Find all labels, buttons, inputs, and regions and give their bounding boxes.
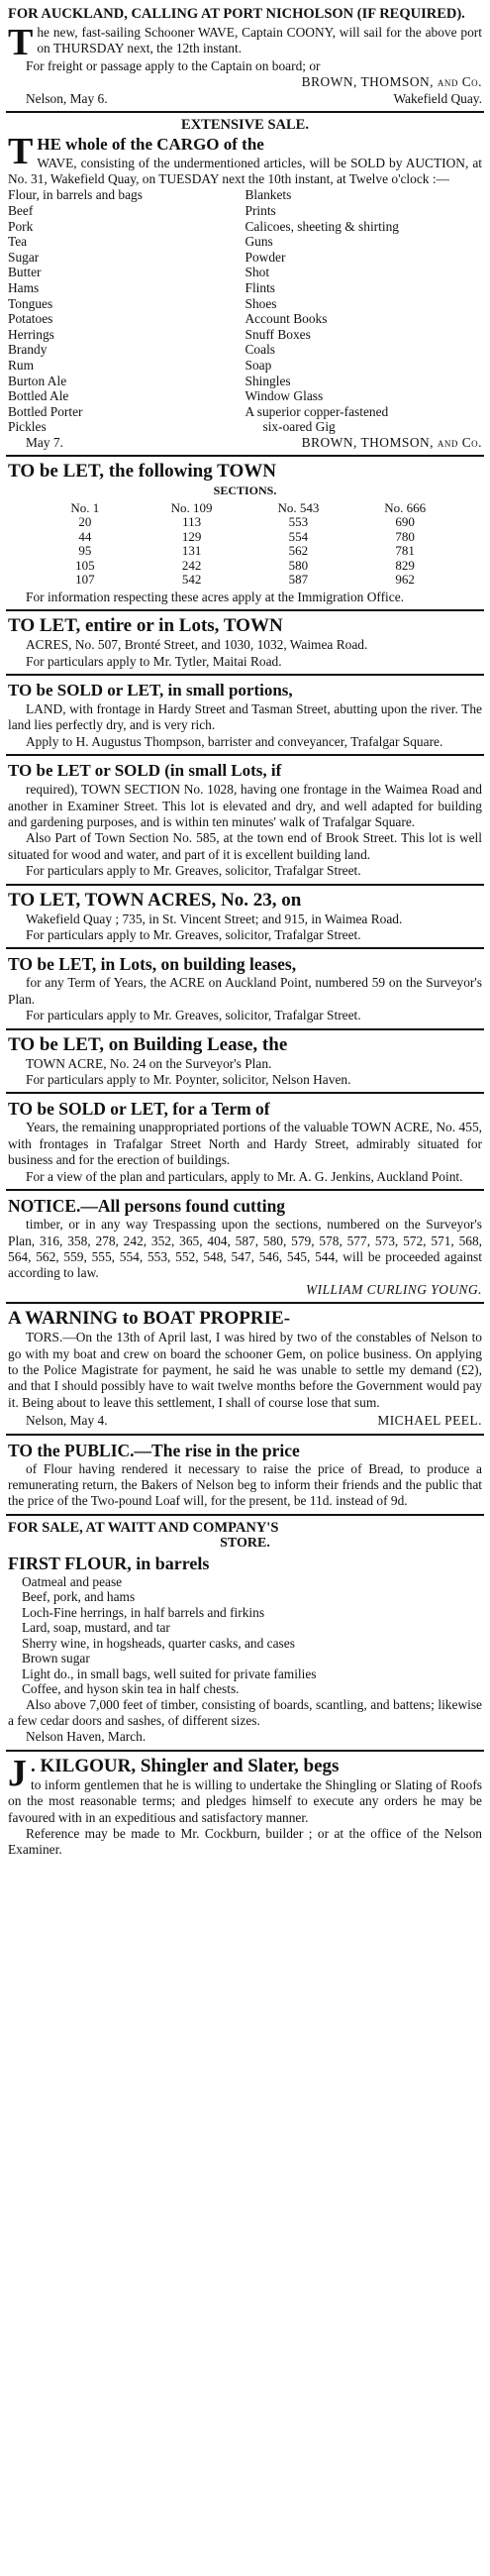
list-item: Prints — [245, 203, 276, 219]
ad-headline: TO LET, TOWN ACRES, No. 23, on — [8, 889, 302, 911]
table-header: No. 1 — [70, 499, 100, 515]
ad-headline: A WARNING to BOAT PROPRIE- — [8, 1308, 291, 1330]
ad-notice-trespass — [6, 1191, 484, 1302]
ad-apply: For particulars apply to Mr. Greaves, solicitor, Trafalgar Street. — [26, 927, 361, 943]
ad-place-date: Nelson, May 4. — [26, 1413, 108, 1429]
list-item: Rum — [8, 357, 35, 373]
ad-waitt-store — [6, 1516, 484, 1750]
ad-also: Also above 7,000 feet of timber, consisting of boards, scantling, and battens; likewise a few cedar doors and sashes, of different sizes. — [8, 1696, 482, 1728]
list-item: Shot — [245, 265, 270, 280]
goods-list — [8, 1574, 482, 1697]
ad-body: of Flour having rendered it necessary to raise the price of Bread, to produce a remunerating return, the Bakers of Nelson beg to inform their friends and the public that the price of the Two-pound Loaf will, for the present, be 11d. instead of 9d. — [8, 1460, 482, 1509]
ad-headline: NOTICE.—All persons found cutting — [8, 1196, 286, 1217]
list-item: Blankets — [245, 187, 292, 203]
ad-signature: MICHAEL PEEL. — [377, 1413, 482, 1429]
table-cell: 20 — [78, 514, 92, 530]
table-cell: 113 — [182, 514, 202, 530]
table-cell: 542 — [181, 572, 202, 588]
table-cell: 95 — [78, 543, 92, 559]
table-cell: 587 — [288, 572, 309, 588]
ad-headline: TO be LET, in Lots, on building leases, — [8, 954, 297, 975]
table-header: No. 543 — [277, 499, 320, 515]
list-item: Pickles — [8, 419, 47, 435]
ad-apply: For particulars apply to Mr. Tytler, Maitai Road. — [26, 653, 282, 669]
ad-body: WAVE, consisting of the undermentioned articles, will be SOLD by AUCTION, at No. 31, Wakefield Quay, on TUESDAY next the 10th instant, at Twelve o'clock :— — [8, 155, 482, 187]
cargo-list-left — [8, 187, 245, 435]
ad-headline: TO be SOLD or LET, for a Term of — [8, 1099, 270, 1120]
table-cell: 829 — [395, 557, 415, 573]
ad-body: for any Term of Years, the ACRE on Auckland Point, numbered 59 on the Surveyor's Plan. — [8, 975, 482, 1007]
ad-headline: TO be LET or SOLD (in small Lots, if — [8, 761, 282, 781]
ad-apply: For particulars apply to Mr. Poynter, solicitor, Nelson Haven. — [26, 1072, 351, 1088]
ad-headline: TO be SOLD or LET, in small portions, — [8, 680, 293, 699]
ad-freight: For freight or passage apply to the Captain on board; or — [26, 58, 321, 73]
table-cell: 780 — [395, 528, 415, 544]
ad-extensive-sale — [6, 113, 484, 455]
ad-body: LAND, with frontage in Hardy Street and Tasman Street, abutting upon the river. The land lies perfectly dry, and is very rich. — [8, 700, 482, 733]
list-item: Flints — [245, 280, 276, 295]
ad-body: timber, or in any way Trespassing upon the sections, numbered on the Surveyor's Plan, 316, 358, 278, 242, 352, 365, 404, 587, 580, 579, 578, 577, 573, 572, 571, 568, 564, 562, 559, 555, 554, 553, 552, 548, 547, 546, 545, 544, will be proceeded against according to law. — [8, 1217, 482, 1281]
list-item: Hams — [8, 280, 40, 295]
table-cell: 44 — [78, 528, 92, 544]
list-item: Coals — [245, 342, 276, 358]
table-cell: 580 — [288, 557, 309, 573]
list-item: Shingles — [245, 373, 291, 388]
ad-place-date: Nelson Haven, March. — [26, 1729, 147, 1745]
list-item: Coffee, and hyson skin tea in half chests. — [22, 1681, 240, 1697]
ad-body: he new, fast-sailing Schooner WAVE, Captain COONY, will sail for the above port on THURSDAY next, the 12th instant. — [37, 25, 482, 56]
list-item: Brandy — [8, 342, 48, 358]
ad-date: May 7. — [26, 434, 63, 450]
ad-body: TOWN ACRE, No. 24 on the Surveyor's Plan. — [26, 1055, 272, 1071]
list-item: six-oared Gig — [262, 419, 336, 435]
ad-apply: For particulars apply to Mr. Greaves, solicitor, Trafalgar Street. — [26, 863, 361, 879]
ad-body: ACRES, No. 507, Bronté Street, and 1030, 1032, Waimea Road. — [26, 637, 368, 653]
ad-building-lease — [6, 1030, 484, 1093]
sections-table — [32, 501, 458, 588]
list-item: Brown sugar — [22, 1651, 90, 1666]
ad-to-the-public — [6, 1436, 484, 1514]
ad-warning-boat — [6, 1304, 484, 1433]
ad-body: Wakefield Quay ; 735, in St. Vincent Street; and 915, in Waimea Road. — [26, 911, 403, 926]
ad-headline: . KILGOUR, Shingler and Slater, begs — [31, 1755, 340, 1776]
list-item: Account Books — [245, 311, 328, 327]
table-cell: 129 — [181, 528, 202, 544]
list-item: Sugar — [8, 249, 40, 265]
ad-apply: Apply to H. Augustus Thompson, barrister and conveyancer, Trafalgar Square. — [26, 733, 443, 749]
drop-cap: J — [8, 1752, 27, 1794]
ad-signature: WILLIAM CURLING YOUNG. — [305, 1281, 482, 1297]
ad-reference: Reference may be made to Mr. Cockburn, builder ; or at the office of the Nelson Examiner. — [8, 1826, 482, 1858]
ad-kilgour-shingler — [6, 1752, 484, 1863]
list-item: Calicoes, sheeting & shirting — [245, 218, 399, 234]
ad-body: to inform gentlemen that he is willing to undertake the Shingling or Slating of Roofs on the most reasonable terms; and pledges himself to execute any orders he may be favoured with in an expeditious and satisfactory manner. — [8, 1776, 482, 1825]
list-item: Bottled Porter — [8, 403, 83, 419]
cargo-list — [8, 187, 482, 435]
ad-term-of-years — [6, 1094, 484, 1189]
ad-agents: BROWN, THOMSON, and Co. — [301, 434, 482, 450]
ad-headline: TO the PUBLIC.—The rise in the price — [8, 1440, 300, 1460]
table-cell: 562 — [288, 543, 309, 559]
ad-headline: EXTENSIVE SALE. — [181, 117, 309, 134]
ad-apply: For a view of the plan and particulars, apply to Mr. A. G. Jenkins, Auckland Point. — [26, 1168, 463, 1184]
list-item: Sherry wine, in hogsheads, quarter casks, and cases — [22, 1635, 295, 1651]
list-item: Powder — [245, 249, 286, 265]
ad-body: Years, the remaining unappropriated portions of the valuable TOWN ACRE, No. 455, with frontages in Trafalgar Street North and Hardy Street, admirably situated for business and for the erection of buildings. — [8, 1120, 482, 1168]
list-item: Guns — [245, 234, 273, 250]
ad-apply: For particulars apply to Mr. Greaves, solicitor, Trafalgar Street. — [26, 1008, 361, 1023]
drop-cap: T — [8, 22, 34, 63]
ad-also: Also Part of Town Section No. 585, at the town end of Brook Street. This lot is well situated for wood and water, and part of it is excellent building land. — [8, 830, 482, 862]
list-item: Tongues — [8, 295, 53, 311]
ad-place-date: Nelson, May 6. — [26, 90, 108, 106]
list-item: A superior copper-fastened — [245, 403, 389, 419]
ad-building-leases — [6, 949, 484, 1027]
list-item: Loch-Fine herrings, in half barrels and firkins — [22, 1604, 265, 1620]
ad-lead: HE whole of the CARGO of the — [37, 134, 264, 154]
list-item: Beef, pork, and hams — [22, 1589, 136, 1605]
ad-subheadline: SECTIONS. — [213, 483, 277, 498]
list-item: Potatoes — [8, 311, 53, 327]
table-cell: 962 — [395, 572, 415, 588]
table-cell: 242 — [181, 557, 202, 573]
list-item: Light do., in small bags, well suited for private families — [22, 1665, 317, 1681]
table-cell: 131 — [181, 543, 202, 559]
ad-agents: BROWN, THOMSON, and Co. — [301, 74, 482, 90]
ad-info: For information respecting these acres apply at the Immigration Office. — [26, 589, 405, 604]
ad-subheadline: STORE. — [220, 1536, 270, 1552]
list-item: Tea — [8, 234, 28, 250]
table-cell: 105 — [75, 557, 95, 573]
ad-address: Wakefield Quay. — [393, 90, 482, 106]
ad-let-or-sold-lots — [6, 756, 484, 883]
list-item: Window Glass — [245, 388, 324, 404]
ad-headline: TO LET, entire or in Lots, TOWN — [8, 615, 283, 637]
ad-body: TORS.—On the 13th of April last, I was hired by two of the constables of Nelson to go with my boat and crew on board the schooner Gem, on police business. On applying to the Police Magistrate for payment, he said he was unable to settle my demand (£2), and that I should possibly have to wait twelve months before the Government would pay it. Being about to leave this settlement, I shall of course lose that sum. — [8, 1330, 482, 1410]
list-item: Shoes — [245, 295, 277, 311]
table-cell: 553 — [288, 514, 309, 530]
list-item: Lard, soap, mustard, and tar — [22, 1620, 170, 1636]
list-item: Burton Ale — [8, 373, 67, 388]
list-item: Herrings — [8, 326, 54, 342]
cargo-list-right — [245, 187, 483, 435]
ad-body: required), TOWN SECTION No. 1028, having one frontage in the Waimea Road and another in Examiner Street. This lot is elevated and dry, and well adapted for building and gardening purposes, and is within ten minutes' walk of Trafalgar Square. — [8, 782, 482, 829]
ad-headline: TO be LET, on Building Lease, the — [8, 1033, 288, 1055]
list-item: Beef — [8, 203, 34, 219]
table-cell: 781 — [395, 543, 415, 559]
table-header: No. 666 — [384, 499, 427, 515]
list-item: Pork — [8, 218, 34, 234]
ad-headline: TO be LET, the following TOWN — [8, 461, 276, 483]
ad-lead: FIRST FLOUR, in barrels — [8, 1553, 210, 1573]
ad-headline: FOR AUCKLAND, CALLING AT PORT NICHOLSON (IF REQUIRED). — [8, 6, 465, 22]
ad-town-sections — [6, 457, 484, 609]
table-cell: 107 — [75, 572, 95, 588]
list-item: Bottled Ale — [8, 388, 69, 404]
list-item: Oatmeal and pease — [22, 1573, 123, 1589]
drop-cap: T — [8, 130, 34, 172]
ad-headline: FOR SALE, AT WAITT AND COMPANY'S — [8, 1519, 279, 1536]
ad-sold-or-let-land — [6, 676, 484, 754]
table-cell: 554 — [288, 528, 309, 544]
list-item: Flour, in barrels and bags — [8, 187, 143, 203]
ad-auckland-schooner — [6, 2, 484, 111]
table-header: No. 109 — [170, 499, 213, 515]
ad-town-acres-23 — [6, 886, 484, 948]
list-item: Snuff Boxes — [245, 326, 311, 342]
ad-town-acres — [6, 611, 484, 674]
list-item: Butter — [8, 265, 42, 280]
list-item: Soap — [245, 357, 272, 373]
table-cell: 690 — [395, 514, 415, 530]
